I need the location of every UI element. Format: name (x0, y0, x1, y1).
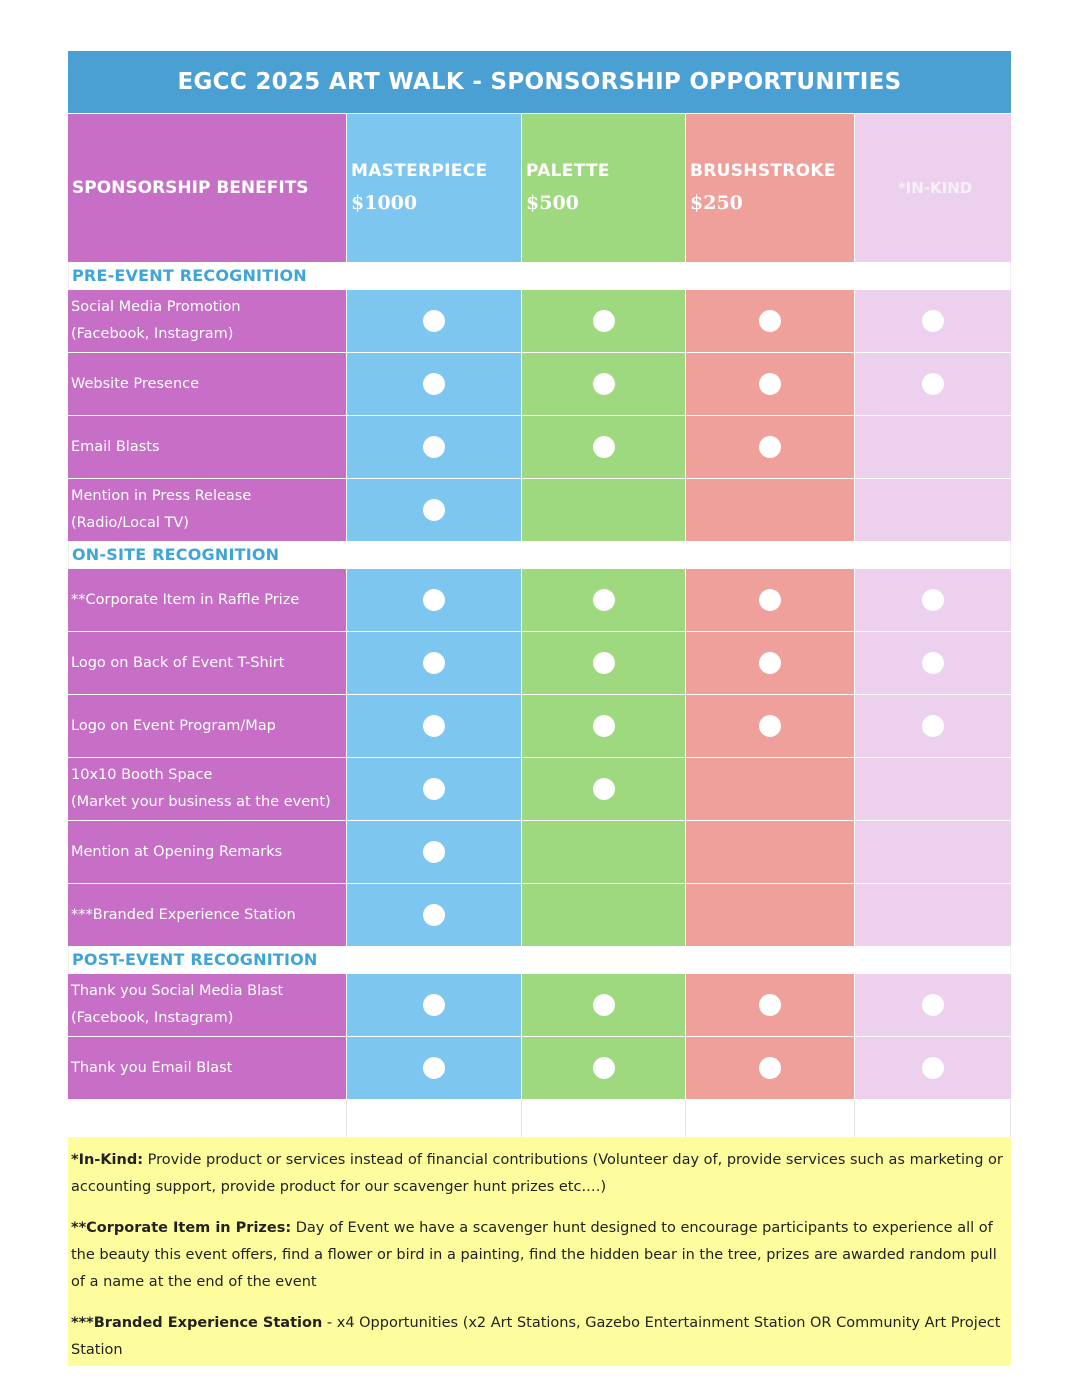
tier-name: BRUSHSTROKE (690, 161, 836, 181)
included-dot-icon (593, 1057, 615, 1079)
cell-palette (522, 569, 686, 631)
footnote-label: *In-Kind: (71, 1152, 144, 1168)
cell-in-kind (855, 974, 1011, 1036)
cell-masterpiece (347, 884, 522, 946)
table-row (68, 415, 1011, 478)
cell-palette (522, 416, 686, 478)
footnote-label: ***Branded Experience Station (71, 1315, 323, 1331)
benefit-label (68, 974, 347, 1036)
cell-masterpiece (347, 353, 522, 415)
table-row (68, 820, 1011, 883)
cell-brushstroke (686, 479, 855, 541)
included-dot-icon (759, 589, 781, 611)
benefit-label (68, 290, 347, 352)
included-dot-icon (759, 652, 781, 674)
benefit-label-text (71, 762, 331, 816)
table-row (68, 289, 1011, 352)
footnote-text: Provide product or services instead of financial contributions (Volunteer day of, provide services such as marketing or accounting support, provide product for our scavenger hunt prizes etc.…) (71, 1152, 1003, 1195)
cell-brushstroke (686, 974, 855, 1036)
table-header-row (68, 113, 1011, 262)
cell-masterpiece (347, 290, 522, 352)
cell-in-kind (855, 353, 1011, 415)
included-dot-icon (423, 715, 445, 737)
tier-price: $1000 (351, 192, 418, 214)
table-row (68, 1036, 1011, 1099)
included-dot-icon (593, 310, 615, 332)
cell-brushstroke (686, 569, 855, 631)
cell-masterpiece (347, 821, 522, 883)
benefit-label (68, 821, 347, 883)
table-row (68, 757, 1011, 820)
blank-cell (855, 1100, 1011, 1137)
sponsorship-sheet (68, 51, 1011, 1366)
table-row (68, 352, 1011, 415)
blank-cell (686, 1100, 855, 1137)
benefit-line: Social Media Promotion (71, 299, 241, 315)
cell-brushstroke (686, 353, 855, 415)
benefit-line: Logo on Back of Event T-Shirt (71, 654, 285, 671)
included-dot-icon (423, 373, 445, 395)
cell-brushstroke (686, 1037, 855, 1099)
page-title: EGCC 2025 ART WALK - SPONSORSHIP OPPORTUNITIES (68, 51, 1011, 113)
included-dot-icon (423, 778, 445, 800)
cell-in-kind (855, 758, 1011, 820)
cell-in-kind (855, 884, 1011, 946)
benefit-label-text (71, 902, 296, 929)
benefit-label-text (71, 839, 282, 866)
benefit-line: Mention in Press Release (71, 488, 252, 504)
included-dot-icon (423, 499, 445, 521)
cell-masterpiece (347, 758, 522, 820)
benefit-subline: (Facebook, Instagram) (71, 1010, 234, 1026)
blank-cell (522, 1100, 686, 1137)
benefit-label (68, 1037, 347, 1099)
benefit-label-text (71, 713, 276, 740)
cell-palette (522, 479, 686, 541)
benefit-line: 10x10 Booth Space (71, 767, 213, 783)
included-dot-icon (593, 373, 615, 395)
tier-name: *IN-KIND (897, 179, 973, 197)
cell-masterpiece (347, 479, 522, 541)
table-row (68, 478, 1011, 541)
benefit-label-text (71, 434, 160, 461)
table-row (68, 568, 1011, 631)
included-dot-icon (922, 715, 944, 737)
cell-masterpiece (347, 695, 522, 757)
included-dot-icon (423, 904, 445, 926)
benefit-line: **Corporate Item in Raffle Prize (71, 591, 300, 608)
cell-brushstroke (686, 416, 855, 478)
benefit-label (68, 632, 347, 694)
cell-brushstroke (686, 695, 855, 757)
benefit-label (68, 569, 347, 631)
benefit-label-text (71, 978, 283, 1032)
cell-palette (522, 353, 686, 415)
tier-price: $250 (690, 192, 743, 214)
cell-masterpiece (347, 974, 522, 1036)
benefit-label (68, 695, 347, 757)
tier-price: $500 (526, 192, 579, 214)
header-tier-masterpiece (347, 114, 522, 262)
benefit-subline: (Facebook, Instagram) (71, 326, 234, 342)
cell-masterpiece (347, 416, 522, 478)
included-dot-icon (759, 373, 781, 395)
included-dot-icon (922, 310, 944, 332)
cell-in-kind (855, 479, 1011, 541)
included-dot-icon (423, 436, 445, 458)
benefit-subline: (Radio/Local TV) (71, 515, 189, 531)
header-tier-brushstroke (686, 114, 855, 262)
included-dot-icon (423, 589, 445, 611)
included-dot-icon (922, 589, 944, 611)
included-dot-icon (922, 1057, 944, 1079)
benefit-label (68, 353, 347, 415)
cell-brushstroke (686, 632, 855, 694)
cell-palette (522, 884, 686, 946)
benefit-label-text (71, 587, 299, 614)
cell-palette (522, 290, 686, 352)
blank-cell (347, 1100, 522, 1137)
cell-in-kind (855, 290, 1011, 352)
sponsorship-table (68, 113, 1011, 1099)
included-dot-icon (922, 994, 944, 1016)
included-dot-icon (423, 1057, 445, 1079)
included-dot-icon (922, 652, 944, 674)
cell-palette (522, 1037, 686, 1099)
footnote-label: **Corporate Item in Prizes: (71, 1220, 292, 1236)
footnote (71, 1310, 1008, 1364)
header-benefits: SPONSORSHIP BENEFITS (68, 114, 347, 262)
included-dot-icon (593, 589, 615, 611)
header-tier-in-kind (855, 114, 1011, 262)
cell-palette (522, 632, 686, 694)
benefit-label (68, 758, 347, 820)
cell-in-kind (855, 416, 1011, 478)
included-dot-icon (423, 841, 445, 863)
benefit-label (68, 479, 347, 541)
footnotes (68, 1137, 1011, 1366)
benefit-line: Mention at Opening Remarks (71, 843, 283, 860)
benefit-line: Thank you Email Blast (71, 1059, 233, 1076)
included-dot-icon (922, 373, 944, 395)
table-row (68, 883, 1011, 946)
blank-cell (68, 1100, 347, 1137)
cell-brushstroke (686, 290, 855, 352)
benefit-line: Email Blasts (71, 438, 160, 455)
benefit-line: Thank you Social Media Blast (71, 983, 284, 999)
cell-in-kind (855, 1037, 1011, 1099)
cell-brushstroke (686, 758, 855, 820)
cell-in-kind (855, 569, 1011, 631)
cell-in-kind (855, 821, 1011, 883)
included-dot-icon (423, 652, 445, 674)
cell-palette (522, 758, 686, 820)
included-dot-icon (593, 436, 615, 458)
included-dot-icon (593, 652, 615, 674)
included-dot-icon (759, 715, 781, 737)
benefit-label-text (71, 294, 241, 348)
benefit-line: Website Presence (71, 375, 200, 392)
cell-in-kind (855, 695, 1011, 757)
table-row (68, 973, 1011, 1036)
footnote (71, 1147, 1008, 1201)
section-heading: ON-SITE RECOGNITION (68, 541, 1011, 568)
benefit-label-text (71, 650, 284, 677)
included-dot-icon (759, 310, 781, 332)
benefit-line: ***Branded Experience Station (71, 906, 296, 923)
tier-name: MASTERPIECE (351, 161, 488, 181)
cell-brushstroke (686, 821, 855, 883)
benefit-subline: (Market your business at the event) (71, 794, 331, 810)
table-row (68, 631, 1011, 694)
included-dot-icon (759, 436, 781, 458)
section-heading: PRE-EVENT RECOGNITION (68, 262, 1011, 289)
blank-row (68, 1099, 1011, 1137)
cell-masterpiece (347, 632, 522, 694)
section-heading: POST-EVENT RECOGNITION (68, 946, 1011, 973)
cell-palette (522, 974, 686, 1036)
included-dot-icon (423, 994, 445, 1016)
footnote-text: - x4 Opportunities (x2 Art Stations, Gazebo Entertainment Station OR Community Art Project Station (71, 1315, 1001, 1358)
table-row (68, 694, 1011, 757)
included-dot-icon (593, 778, 615, 800)
benefit-label (68, 416, 347, 478)
cell-palette (522, 695, 686, 757)
cell-masterpiece (347, 569, 522, 631)
included-dot-icon (593, 715, 615, 737)
cell-palette (522, 821, 686, 883)
header-tier-palette (522, 114, 686, 262)
included-dot-icon (759, 994, 781, 1016)
cell-brushstroke (686, 884, 855, 946)
cell-masterpiece (347, 1037, 522, 1099)
benefit-label (68, 884, 347, 946)
included-dot-icon (759, 1057, 781, 1079)
included-dot-icon (423, 310, 445, 332)
cell-in-kind (855, 632, 1011, 694)
benefit-line: Logo on Event Program/Map (71, 717, 276, 734)
benefit-label-text (71, 371, 199, 398)
included-dot-icon (593, 994, 615, 1016)
benefit-label-text (71, 483, 251, 537)
footnote-text: Day of Event we have a scavenger hunt designed to encourage participants to experience all of the beauty this event offers, find a flower or bird in a painting, find the hidden bear in the tree, prizes are awarded random pull of a name at the end of the event (71, 1220, 997, 1290)
tier-name: PALETTE (526, 161, 610, 181)
benefit-label-text (71, 1055, 232, 1082)
footnote (71, 1215, 1008, 1296)
